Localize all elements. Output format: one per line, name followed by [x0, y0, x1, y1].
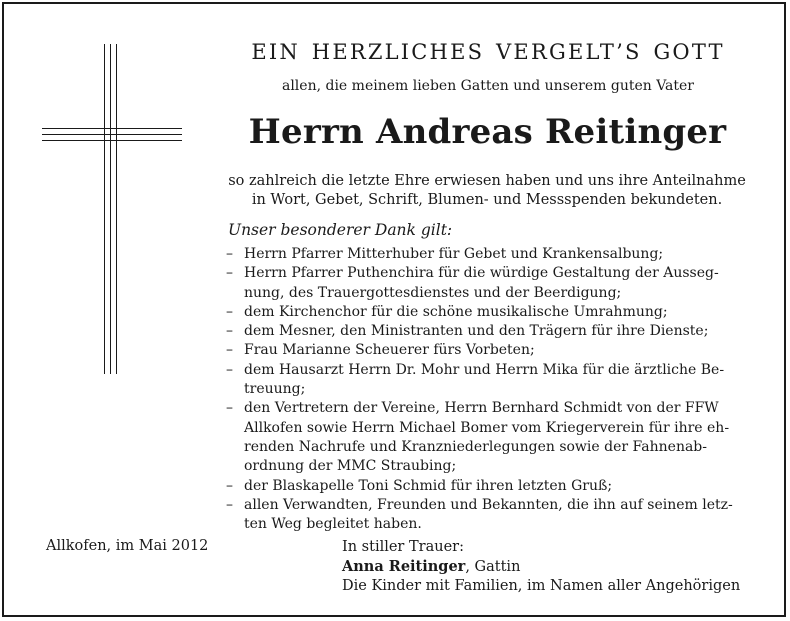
list-dash: –	[226, 323, 233, 340]
signature-widow	[342, 557, 740, 577]
widow-name: Anna Reitinger	[342, 558, 466, 575]
thanks-list-item	[226, 322, 746, 341]
list-item-text: Allkofen sowie Herrn Michael Bomer vom Kriegerverein für ihre eh-	[244, 419, 730, 436]
list-item-text: Frau Marianne Scheuerer fürs Vorbeten;	[244, 342, 535, 359]
list-dash: –	[226, 496, 233, 513]
list-item-text: dem Kirchenchor für die schöne musikalische Umrahmung;	[244, 303, 668, 320]
list-item-text: den Vertretern der Vereine, Herrn Bernhard Schmidt von der FFW	[244, 400, 719, 417]
thanks-line: so zahlreich die letzte Ehre erwiesen haben und uns ihre Anteilnahme	[228, 173, 746, 189]
list-item-text: renden Nachrufe und Kranzniederlegungen sowie der Fahnenab-	[244, 438, 707, 455]
list-dash: –	[226, 303, 233, 320]
intro-text: allen, die meinem lieben Gatten und unserem guten Vater	[281, 78, 694, 94]
thanks-list-item	[226, 264, 746, 303]
list-item-text: nung, des Trauergottesdienstes und der Beerdigung;	[244, 284, 622, 301]
thanks-list-item	[226, 245, 746, 264]
thanks-list-item	[226, 399, 746, 476]
thanks-list-item	[226, 496, 746, 535]
list-item-text: treuung;	[244, 381, 306, 398]
list-item-text: dem Mesner, den Ministranten und den Trägern für ihre Dienste;	[244, 323, 709, 340]
list-item-text: der Blaskapelle Toni Schmid für ihren letzten Gruß;	[244, 477, 613, 494]
special-thanks-list	[226, 245, 746, 534]
place-date: Allkofen, im Mai 2012	[46, 538, 209, 554]
list-dash: –	[226, 246, 233, 262]
thanks-paragraph	[222, 172, 752, 210]
list-dash: –	[226, 477, 233, 494]
thanks-list-item	[226, 361, 746, 400]
list-item-text: Herrn Pfarrer Puthenchira für die würdige Gestaltung der Ausseg-	[244, 265, 719, 282]
list-item-text: Herrn Pfarrer Mitterhuber für Gebet und Krankensalbung;	[244, 246, 664, 262]
list-item-text: dem Hausarzt Herrn Dr. Mohr und Herrn Mika für die ärztliche Be-	[244, 361, 725, 378]
list-dash: –	[226, 400, 233, 417]
cross-icon	[42, 44, 182, 374]
notice-heading: EIN HERZLICHES VERGELT’S GOTT	[251, 40, 725, 64]
signature-block	[342, 538, 740, 596]
deceased-name: Herrn Andreas Reitinger	[248, 112, 727, 152]
signature-family: Die Kinder mit Familien, im Namen aller Angehörigen	[342, 578, 741, 594]
list-dash: –	[226, 265, 233, 282]
list-dash: –	[226, 361, 233, 378]
signature-intro: In stiller Trauer:	[342, 539, 464, 555]
thanks-list-item	[226, 341, 746, 360]
thanks-list-item	[226, 477, 746, 496]
list-item-text: ordnung der MMC Straubing;	[244, 458, 457, 475]
thanks-line: in Wort, Gebet, Schrift, Blumen- und Messspenden bekundeten.	[251, 192, 723, 208]
thanks-list-item	[226, 303, 746, 322]
list-dash: –	[226, 342, 233, 359]
list-item-text: allen Verwandten, Freunden und Bekannten, die ihn auf seinem letz-	[244, 496, 733, 513]
special-thanks-title: Unser besonderer Dank gilt:	[228, 221, 453, 239]
list-item-text: ten Weg begleitet haben.	[244, 516, 422, 533]
widow-role: , Gattin	[465, 559, 521, 575]
